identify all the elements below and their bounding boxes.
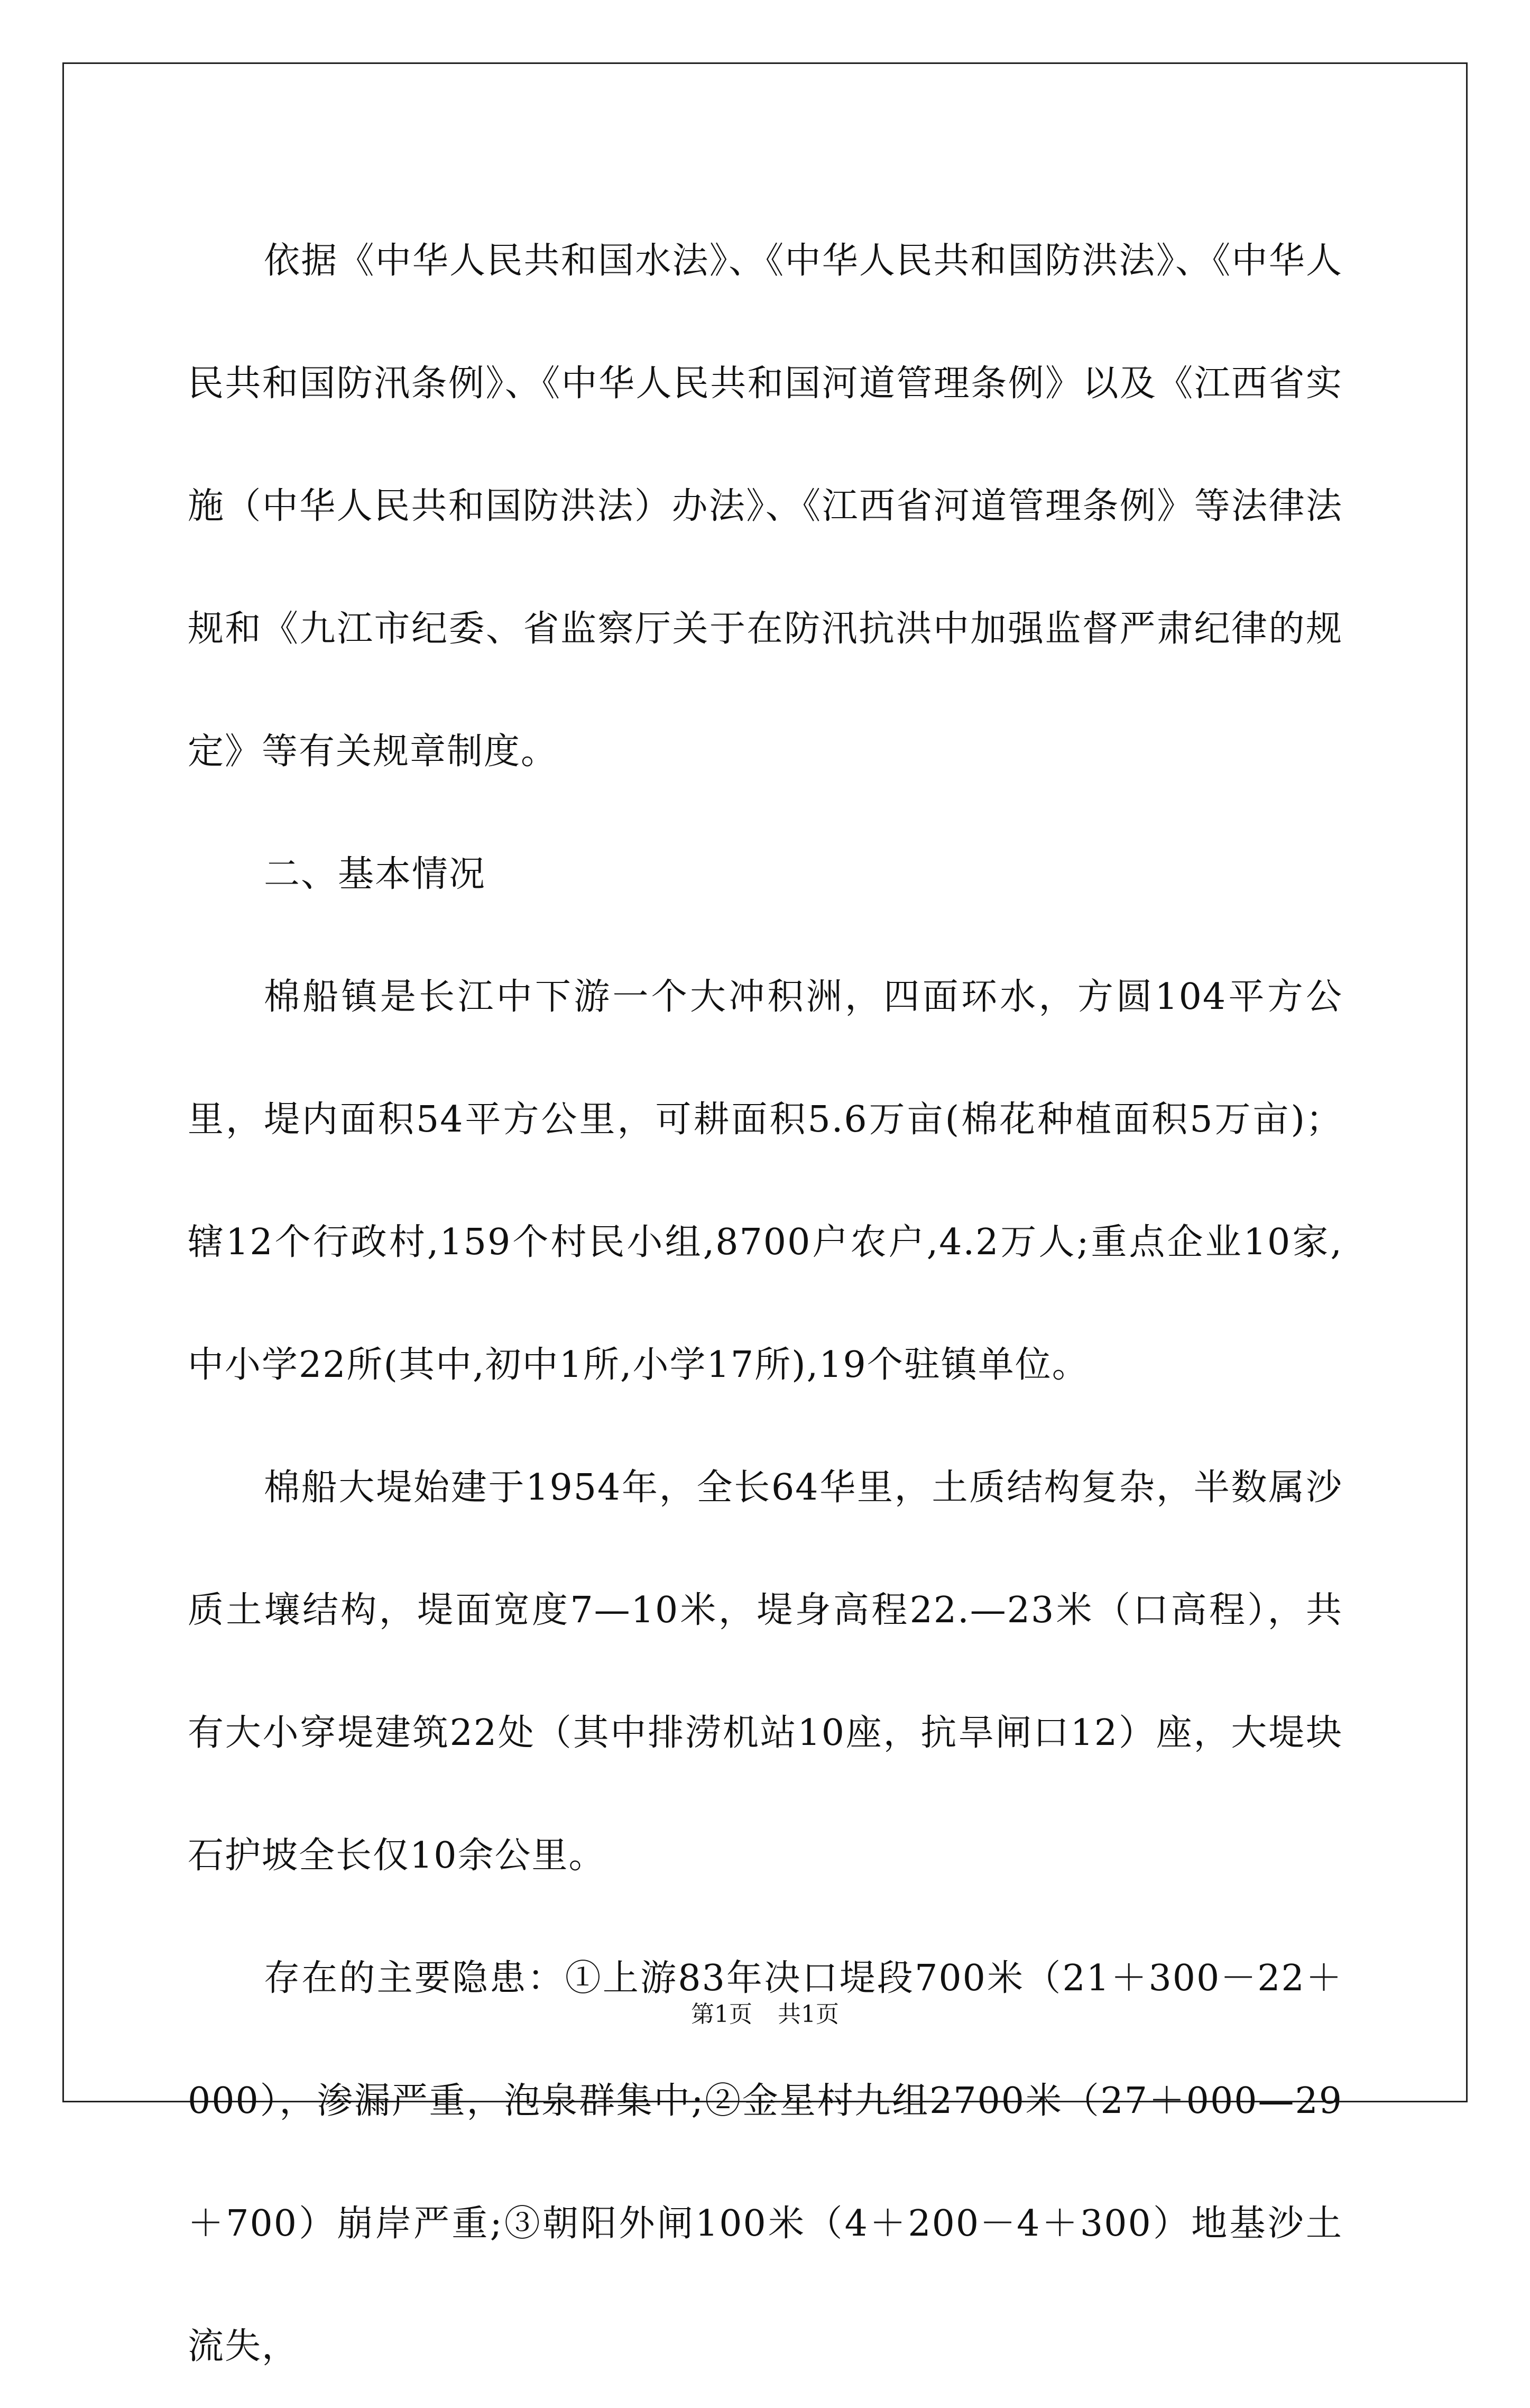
page-footer: [0, 1999, 1530, 2030]
page-number: 第1页: [691, 2001, 752, 2028]
paragraph-legal-basis: 依据《中华人民共和国水法》、《中华人民共和国防洪法》、《中华人民共和国防汛条例》、《中华人民共和国河道管理条例》以及《江西省实施（中华人民共和国防洪法）办法》、《江西省河道管理条例》等法律法规和《九江市纪委、省监察厅关于在防汛抗洪中加强监督严肃纪律的规定》等有关规章制度。: [188, 240, 1343, 773]
paragraph-town-overview: 棉船镇是长江中下游一个大冲积洲，四面环水，方圆104平方公里，堤内面积54平方公里，可耕面积5.6万亩(棉花种植面积5万亩)；辖12个行政村,159个村民小组,8700户农户,4.2万人;重点企业10家,中小学22所(其中,初中1所,小学17所),19个驻镇单位。: [188, 976, 1343, 1386]
document-body: [188, 200, 1343, 2408]
section-heading-basic-situation: 二、基本情况: [264, 853, 486, 895]
page-total: 共1页: [778, 2001, 839, 2028]
paragraph-main-hazards: 存在的主要隐患：①上游83年决口堤段700米（21＋300－22＋000），渗漏严重，泡泉群集中;②金星村九组2700米（27＋000—29＋700）崩岸严重;③朝阳外闸100米（4＋200－4＋300）地基沙土流失，: [188, 1957, 1343, 2367]
paragraph-levee-overview: 棉船大堤始建于1954年，全长64华里，土质结构复杂，半数属沙质土壤结构，堤面宽度7—10米，堤身高程22.—23米（口高程），共有大小穿堤建筑22处（其中排涝机站10座，抗旱闸口12）座，大堤块石护坡全长仅10余公里。: [188, 1467, 1343, 1877]
